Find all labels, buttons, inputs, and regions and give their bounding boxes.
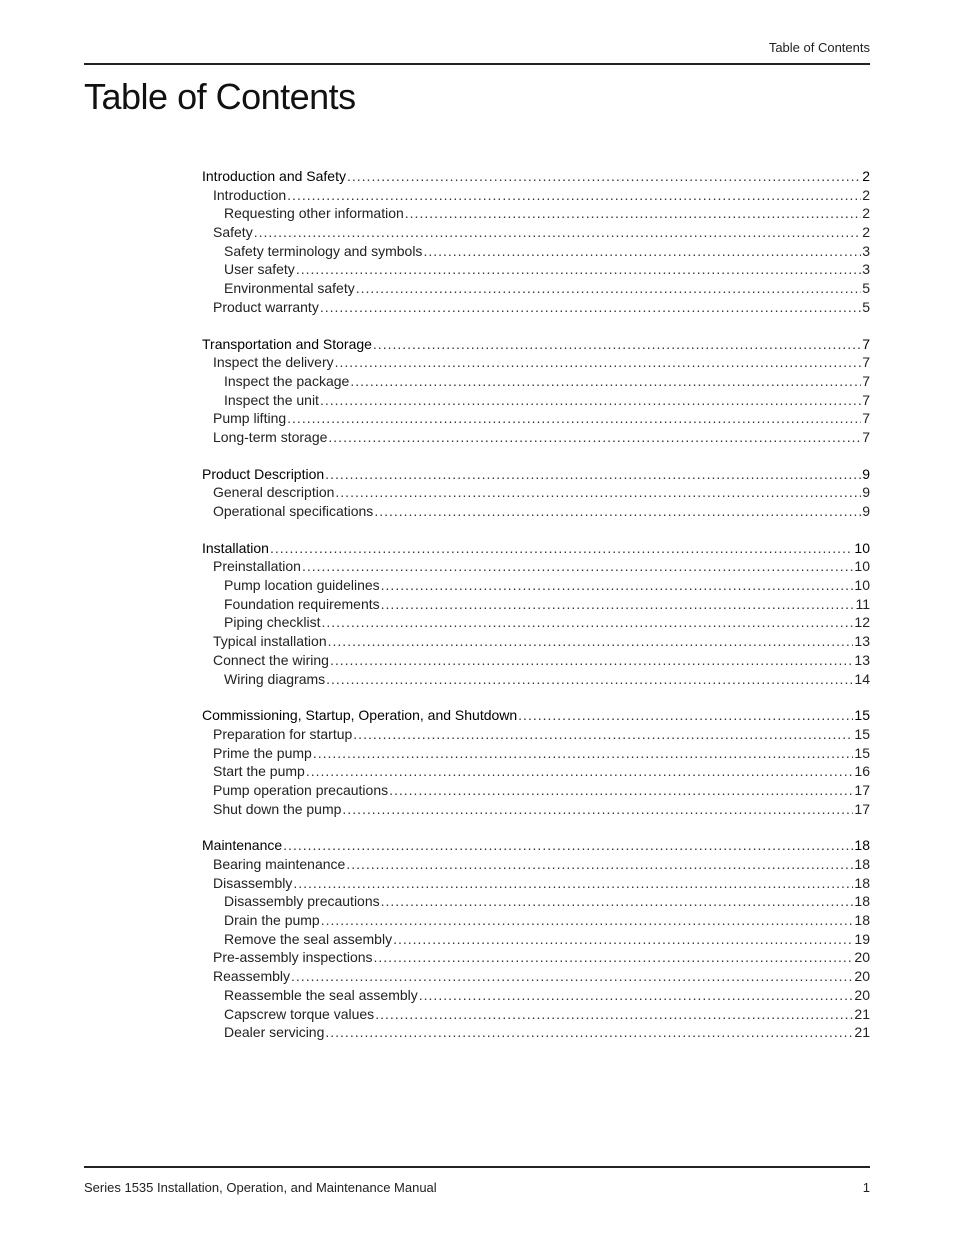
toc-entry-label: Introduction	[213, 186, 287, 203]
toc-entry-page-number: 13	[854, 633, 870, 650]
toc-entry-page-number: 15	[854, 744, 870, 761]
toc-entry-page-number: 16	[854, 763, 870, 780]
toc-entry-page-number: 18	[854, 837, 870, 854]
dot-leader	[342, 800, 853, 819]
toc-entry[interactable]	[202, 725, 870, 744]
toc-entry-page-number: 11	[855, 595, 870, 612]
toc-entry-page-number: 21	[854, 1005, 870, 1022]
dot-leader	[328, 632, 854, 651]
toc-entry-label: Disassembly precautions	[224, 893, 380, 910]
toc-entry-label: User safety	[224, 261, 295, 278]
dot-leader	[283, 836, 853, 855]
toc-entry-label: Product Description	[202, 465, 325, 482]
toc-entry[interactable]	[202, 911, 870, 930]
dot-leader	[405, 204, 861, 223]
dot-leader	[381, 892, 854, 911]
toc-entry-page-number: 7	[862, 410, 870, 427]
toc-entry-label: Inspect the unit	[224, 391, 319, 408]
toc-entry[interactable]	[202, 892, 870, 911]
toc-entry-label: Typical installation	[213, 633, 327, 650]
toc-entry-page-number: 13	[854, 651, 870, 668]
toc-entry-label: Prime the pump	[213, 744, 312, 761]
toc-entry-label: Pump lifting	[213, 410, 287, 427]
dot-leader	[381, 576, 854, 595]
toc-entry[interactable]	[202, 298, 870, 317]
dot-leader	[374, 948, 854, 967]
toc-entry-page-number: 7	[862, 372, 870, 389]
dot-leader	[389, 781, 853, 800]
dot-leader	[518, 706, 853, 725]
toc-chapter-entry[interactable]	[202, 167, 870, 186]
toc-entry-label: Start the pump	[213, 763, 305, 780]
page-title: Table of Contents	[84, 76, 356, 117]
toc-entry-page-number: 3	[862, 261, 870, 278]
dot-leader	[296, 260, 861, 279]
toc-entry-page-number: 14	[854, 670, 870, 687]
toc-entry-label: Product warranty	[213, 298, 319, 315]
toc-entry[interactable]	[202, 855, 870, 874]
toc-entry-page-number: 2	[862, 205, 870, 222]
toc-entry-page-number: 17	[854, 800, 870, 817]
toc-entry[interactable]	[202, 874, 870, 893]
toc-entry[interactable]	[202, 242, 870, 261]
toc-entry-page-number: 20	[854, 986, 870, 1003]
toc-entry-label: Shut down the pump	[213, 800, 342, 817]
toc-entry-label: Disassembly	[213, 874, 293, 891]
toc-entry-label: Preinstallation	[213, 558, 301, 575]
toc-entry[interactable]	[202, 1005, 870, 1024]
toc-entry[interactable]	[202, 800, 870, 819]
toc-entry-label: Introduction and Safety	[202, 168, 346, 184]
toc-entry[interactable]	[202, 595, 870, 614]
toc-entry-label: Safety	[213, 224, 253, 241]
toc-chapter-entry[interactable]	[202, 465, 870, 484]
toc-chapter-entry[interactable]	[202, 539, 870, 558]
toc-entry-label: Environmental safety	[224, 280, 355, 297]
toc-entry[interactable]	[202, 186, 870, 205]
toc-entry[interactable]	[202, 632, 870, 651]
toc-section	[202, 706, 870, 818]
toc-entry-page-number: 3	[862, 242, 870, 259]
dot-leader	[287, 409, 861, 428]
toc-entry-page-number: 7	[862, 354, 870, 371]
header-rule	[84, 63, 870, 65]
toc-section	[202, 335, 870, 447]
footer-rule	[84, 1166, 870, 1168]
toc-entry-label: Piping checklist	[224, 614, 321, 631]
toc-entry-page-number: 20	[854, 949, 870, 966]
toc-entry[interactable]	[202, 781, 870, 800]
toc-entry-label: Drain the pump	[224, 912, 320, 929]
dot-leader	[306, 762, 854, 781]
toc-entry[interactable]	[202, 409, 870, 428]
toc-entry[interactable]	[202, 372, 870, 391]
dot-leader	[346, 855, 853, 874]
dot-leader	[335, 353, 862, 372]
dot-leader	[335, 483, 861, 502]
dot-leader	[322, 613, 854, 632]
dot-leader	[320, 298, 861, 317]
toc-entry[interactable]	[202, 502, 870, 521]
toc-entry[interactable]	[202, 744, 870, 763]
toc-entry-label: Bearing maintenance	[213, 856, 346, 872]
toc-entry-label: Installation	[202, 539, 269, 556]
toc-entry[interactable]	[202, 557, 870, 576]
toc-entry-label: Transportation and Storage	[202, 335, 372, 352]
toc-section	[202, 539, 870, 689]
toc-section	[202, 465, 870, 521]
toc-entry[interactable]	[202, 948, 870, 967]
running-header: Table of Contents	[768, 40, 870, 55]
toc-entry-page-number: 12	[854, 614, 870, 631]
toc-entry[interactable]	[202, 986, 870, 1005]
toc-entry-page-number: 7	[862, 391, 870, 408]
toc-entry-page-number: 10	[854, 539, 870, 556]
toc-entry-page-number: 10	[854, 577, 870, 594]
toc-entry-label: Safety terminology and symbols	[224, 242, 423, 259]
dot-leader	[313, 744, 854, 763]
toc-entry-label: General description	[213, 484, 335, 501]
toc-entry-label: Preparation for startup	[213, 725, 353, 742]
toc-entry[interactable]	[202, 204, 870, 223]
toc-entry-page-number: 10	[854, 558, 870, 575]
toc-entry-label: Reassembly	[213, 968, 291, 985]
toc-entry-label: Maintenance	[202, 837, 283, 854]
footer-page-number: 1	[862, 1180, 870, 1195]
toc-entry-label: Capscrew torque values	[224, 1005, 375, 1022]
toc-section	[202, 167, 870, 317]
footer-manual-title: Series 1535 Installation, Operation, and Maintenance Manual	[84, 1180, 437, 1195]
toc-entry-page-number: 21	[854, 1024, 870, 1041]
toc-entry-page-number: 2	[862, 224, 870, 241]
dot-leader	[375, 1005, 853, 1024]
toc-entry[interactable]	[202, 670, 870, 689]
toc-entry-label: Pump location guidelines	[224, 577, 380, 594]
dot-leader	[326, 670, 853, 689]
dot-leader	[423, 242, 861, 261]
dot-leader	[347, 167, 861, 186]
toc-entry-page-number: 2	[862, 168, 870, 184]
toc-entry-label: Inspect the package	[224, 372, 350, 389]
toc-entry-page-number: 20	[854, 968, 870, 985]
dot-leader	[328, 428, 861, 447]
toc-entry-label: Connect the wiring	[213, 651, 329, 668]
toc-chapter-entry[interactable]	[202, 335, 870, 354]
toc-entry[interactable]	[202, 967, 870, 986]
dot-leader	[325, 465, 861, 484]
dot-leader	[325, 1023, 853, 1042]
toc-entry-label: Commissioning, Startup, Operation, and Shutdown	[202, 707, 518, 724]
toc-entry[interactable]	[202, 930, 870, 949]
toc-entry-page-number: 18	[854, 856, 870, 872]
toc-entry-label: Operational specifications	[213, 503, 374, 519]
toc-entry-page-number: 2	[862, 186, 870, 203]
toc-entry[interactable]	[202, 613, 870, 632]
dot-leader	[374, 502, 861, 521]
toc-entry-label: Inspect the delivery	[213, 354, 334, 371]
toc-entry-label: Long-term storage	[213, 428, 328, 445]
toc-entry-page-number: 17	[854, 781, 870, 798]
toc-entry-page-number: 5	[862, 298, 870, 315]
toc-entry[interactable]	[202, 576, 870, 595]
toc-entry[interactable]	[202, 223, 870, 242]
toc-entry[interactable]	[202, 483, 870, 502]
dot-leader	[356, 279, 861, 298]
toc-entry-label: Wiring diagrams	[224, 670, 326, 687]
toc-entry-page-number: 18	[854, 874, 870, 891]
toc-section	[202, 836, 870, 1042]
dot-leader	[321, 911, 854, 930]
dot-leader	[293, 874, 853, 893]
toc-entry-page-number: 9	[862, 503, 870, 519]
toc-entry-page-number: 19	[854, 930, 870, 947]
toc-entry-page-number: 9	[862, 484, 870, 501]
toc-entry-page-number: 5	[862, 280, 870, 297]
toc-entry-page-number: 15	[854, 707, 870, 724]
dot-leader	[254, 223, 862, 242]
dot-leader	[291, 967, 853, 986]
toc-entry[interactable]	[202, 391, 870, 410]
table-of-contents	[202, 167, 870, 1060]
dot-leader	[320, 391, 861, 410]
toc-entry-label: Pre-assembly inspections	[213, 949, 373, 966]
toc-entry-page-number: 18	[854, 893, 870, 910]
dot-leader	[287, 186, 861, 205]
toc-entry-label: Dealer servicing	[224, 1024, 325, 1041]
toc-entry-page-number: 18	[854, 912, 870, 929]
dot-leader	[419, 986, 854, 1005]
toc-entry-label: Foundation requirements	[224, 595, 380, 612]
toc-entry[interactable]	[202, 762, 870, 781]
toc-entry[interactable]	[202, 260, 870, 279]
dot-leader	[381, 595, 855, 614]
toc-entry-label: Requesting other information	[224, 205, 404, 222]
dot-leader	[353, 725, 853, 744]
toc-entry-label: Reassemble the seal assembly	[224, 986, 418, 1003]
toc-entry-page-number: 7	[862, 428, 870, 445]
toc-chapter-entry[interactable]	[202, 706, 870, 725]
toc-chapter-entry[interactable]	[202, 836, 870, 855]
toc-entry-page-number: 9	[862, 465, 870, 482]
toc-entry-page-number: 7	[862, 335, 870, 352]
toc-entry[interactable]	[202, 651, 870, 670]
toc-entry[interactable]	[202, 353, 870, 372]
toc-entry-label: Pump operation precautions	[213, 781, 389, 798]
dot-leader	[393, 930, 853, 949]
toc-entry[interactable]	[202, 1023, 870, 1042]
toc-entry[interactable]	[202, 279, 870, 298]
dot-leader	[270, 539, 853, 558]
toc-entry-label: Remove the seal assembly	[224, 930, 393, 947]
dot-leader	[350, 372, 861, 391]
toc-entry-page-number: 15	[854, 725, 870, 742]
toc-entry[interactable]	[202, 428, 870, 447]
dot-leader	[330, 651, 853, 670]
dot-leader	[302, 557, 853, 576]
dot-leader	[373, 335, 861, 354]
